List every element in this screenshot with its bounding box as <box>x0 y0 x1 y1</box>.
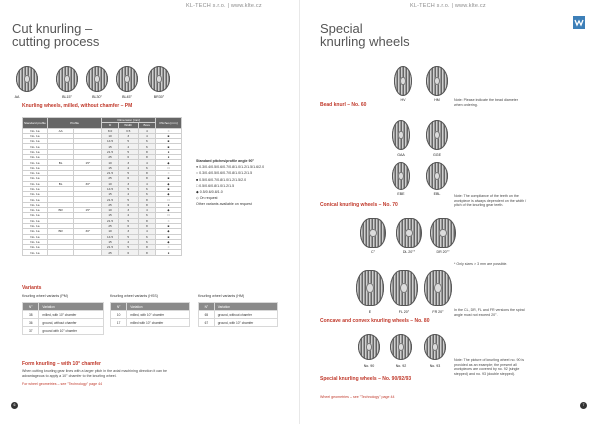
vt-head: N° <box>111 303 127 311</box>
table-cell: 8.0 <box>102 128 118 133</box>
title-line-1: Special <box>320 21 363 36</box>
special-link[interactable]: Wheel geometries – see "Technology" page 44 <box>320 395 395 399</box>
wheel-label: HM <box>434 98 440 102</box>
legend-item: Other variants available on request <box>196 202 252 207</box>
table-cell: 8 <box>138 170 155 175</box>
table-cell: 10 <box>102 181 118 186</box>
pitch-symbol: ■ <box>156 133 182 138</box>
table-cell: 8 <box>138 149 155 154</box>
wheel-image-e <box>356 270 384 306</box>
table-cell: 21.5 <box>102 170 118 175</box>
col-header-pitches: Pitches [mm] <box>156 118 182 129</box>
wheel-label: DL 20°° <box>402 250 416 254</box>
concave-title: Concave and convex knurling wheels – No. 80 <box>320 318 430 324</box>
table-cell: No. 1a <box>23 165 48 170</box>
pitch-symbol: □ <box>156 197 182 202</box>
legend-item: ● 0.3/0.4/0.5/0.6/0.7/0.8/1.0/1.2/1.5/1.6/2.0 <box>196 165 265 170</box>
col-header-width: Width <box>118 123 138 128</box>
table-cell: No. 1a <box>23 197 48 202</box>
table-cell: 6 <box>138 192 155 197</box>
table-cell: 6 <box>138 213 155 218</box>
table-cell: 25 <box>102 155 118 160</box>
table-cell: 3 <box>118 229 138 234</box>
brand-logo <box>573 16 585 29</box>
table-cell: No. 1a <box>23 181 48 186</box>
legend-title: Standard pitches/profile angle 90° <box>196 159 254 163</box>
table-cell: 15 <box>102 144 118 149</box>
pitch-symbol: ◆ <box>156 208 182 213</box>
vt-cell: milled, with 10° chamfer <box>127 311 190 319</box>
table-cell: BL <box>47 160 74 165</box>
pitch-symbol: ■ <box>156 139 182 144</box>
table-cell: 5 <box>118 245 138 250</box>
pitch-symbol: ◆ <box>156 192 182 197</box>
pitch-symbol: ■ <box>156 234 182 239</box>
pitch-symbol: ◆ <box>156 239 182 244</box>
table-cell: 6 <box>118 223 138 228</box>
legend-item: ■ 0.5/0.6/0.7/0.8/1.0/1.2/1.5/2.0 <box>196 177 247 182</box>
table-cell: No. 1a <box>23 250 48 255</box>
wheel-image-ebe <box>392 162 410 190</box>
title-line-2: knurling wheels <box>320 34 410 49</box>
table-cell: 14.5 <box>102 234 118 239</box>
table-cell: 4 <box>118 213 138 218</box>
wheel-image-bl15 <box>56 66 78 92</box>
table-cell: 8 <box>138 197 155 202</box>
table-cell: 21.5 <box>102 197 118 202</box>
table-cell: 6 <box>138 234 155 239</box>
table-cell: 15 <box>102 213 118 218</box>
table-cell: No. 1a <box>23 245 48 250</box>
table-cell: No. 1a <box>23 229 48 234</box>
table-cell: No. 1a <box>23 213 48 218</box>
table-cell: 21.5 <box>102 149 118 154</box>
wheel-image-dl20 <box>396 218 422 248</box>
table-cell: 4 <box>138 160 155 165</box>
table-cell: No. 1a <box>23 133 48 138</box>
variant-table-pm <box>22 302 104 335</box>
table-cell: No. 1a <box>23 160 48 165</box>
table-cell: 8 <box>138 202 155 207</box>
variant-table-label: Knurling wheel variants (HM) <box>198 294 245 298</box>
right-page <box>300 0 600 424</box>
special-title: Special knurling wheels – No. 90/92/93 <box>320 376 412 382</box>
pitch-symbol: ● <box>156 155 182 160</box>
wheel-image-no93 <box>424 334 446 360</box>
table-cell: No. 1a <box>23 155 48 160</box>
wheel-image-ebl <box>426 162 448 190</box>
page-header: KL-TECH s.r.o. | www.klte.cz <box>186 3 262 9</box>
table-cell: 5 <box>118 197 138 202</box>
wheel-image-c <box>360 218 386 248</box>
pitch-symbol: ■ <box>156 186 182 191</box>
pitch-symbol: □ <box>156 165 182 170</box>
variant-table-label: Knurling wheel variants (HSS) <box>110 294 158 298</box>
pitch-symbol: ■ <box>156 223 182 228</box>
table-cell: 5 <box>118 139 138 144</box>
table-cell: 10 <box>102 133 118 138</box>
conical-title: Conical knurling wheels – No. 70 <box>320 202 398 208</box>
table-cell: 6 <box>138 139 155 144</box>
vt-head: Variation <box>127 303 190 311</box>
table-cell: 4 <box>118 239 138 244</box>
special-note: Note: The picture of knurling wheel no. 90 is provided as an example; the present all workpieces are covered by no. 92 (single stepped) and no. 93 (double stepped). <box>454 358 525 376</box>
vt-cell: 38 <box>23 311 39 319</box>
table-cell: 4 <box>118 165 138 170</box>
form-knurling-link[interactable]: For wheel geometries – see "Technology" page 44 <box>22 382 103 386</box>
wheel-image-fl20 <box>390 270 418 306</box>
wheel-image-hv <box>394 66 412 96</box>
wheel-image-bl30 <box>86 66 108 92</box>
table-cell: No. 1a <box>23 144 48 149</box>
table-cell: 6 <box>118 250 138 255</box>
table-cell: No. 1a <box>23 128 48 133</box>
pitch-symbol: ■ <box>156 176 182 181</box>
wheel-label: HV <box>400 98 406 102</box>
wheel-image-aa <box>16 66 38 92</box>
page-header: KL-TECH s.r.o. | www.klte.cz <box>410 3 486 9</box>
vt-cell: ground, without chamfer <box>214 311 277 319</box>
conical-note: Note: The compliance of the teeth on the workpiece is always dependent on the width / pitch of the knurling gear teeth. <box>454 194 527 208</box>
table-cell: 3.5 <box>118 128 138 133</box>
table-cell: 5 <box>118 186 138 191</box>
table-cell: 4 <box>118 144 138 149</box>
wheel-label: EBL <box>433 192 441 196</box>
pitch-symbol: □ <box>156 213 182 218</box>
wheel-label: EBE <box>397 192 405 196</box>
table-cell: 25 <box>102 176 118 181</box>
pitch-symbol: ○ <box>156 218 182 223</box>
table-cell: 15 <box>102 165 118 170</box>
wheel-image-no92 <box>390 334 412 360</box>
wheel-label: DR 20°° <box>436 250 450 254</box>
vt-cell: ground, without chamfer <box>39 319 104 327</box>
table-cell: 4 <box>138 208 155 213</box>
col-header-d: D <box>102 123 118 128</box>
table-cell: 21.5 <box>102 245 118 250</box>
vt-cell: 65 <box>199 311 215 319</box>
table-cell: 3 <box>118 181 138 186</box>
table-cell: No. 1a <box>23 176 48 181</box>
table-cell: 5 <box>118 149 138 154</box>
table-cell: 25 <box>102 223 118 228</box>
table-cell: 14.5 <box>102 186 118 191</box>
form-knurling-title: Form knurling – with 10° chamfer <box>22 361 101 367</box>
wheel-label: AA <box>14 95 20 99</box>
pitch-symbol: ■ <box>156 144 182 149</box>
legend-item: ○ 0.3/0.4/0.5/0.6/0.7/0.8/1.0/1.2/1.5 <box>196 171 253 176</box>
table-cell: 10 <box>102 208 118 213</box>
wheel-label: GAA <box>397 153 405 157</box>
table-cell: 14.5 <box>102 139 118 144</box>
table-cell: BR <box>47 229 74 234</box>
table-cell: 6 <box>118 155 138 160</box>
table-cell: No. 1a <box>23 223 48 228</box>
table-cell: No. 1a <box>23 202 48 207</box>
table-cell: 8 <box>138 223 155 228</box>
table-cell: No. 1a <box>23 192 48 197</box>
table-row <box>23 250 182 255</box>
table-cell: 4 <box>138 128 155 133</box>
concave-note: In the CL, DR, FL and FR versions the spiral angle must not exceed 20°. <box>454 308 525 317</box>
bead-knurl-note: Note: Please indicate the bead diameter when ordering. <box>454 98 518 107</box>
wheel-label: FL 20° <box>398 310 410 314</box>
vt-head: N° <box>199 303 215 311</box>
pitch-symbol: ● <box>156 250 182 255</box>
table-cell: 8 <box>138 155 155 160</box>
variant-table-hss <box>110 302 190 327</box>
col-header-standard: Standard profile <box>23 118 48 129</box>
variant-table-hm <box>198 302 278 327</box>
vt-cell: milled with 10° chamfer <box>127 319 190 327</box>
wheel-image-fr20 <box>424 270 452 306</box>
bead-knurl-title: Bead knurl – No. 60 <box>320 102 367 108</box>
table-cell: 15° <box>74 208 102 213</box>
page-number: 6 <box>11 402 18 409</box>
table-cell: 8 <box>138 218 155 223</box>
table-cell: 4 <box>138 229 155 234</box>
vt-cell: 36 <box>23 319 39 327</box>
vt-head: N° <box>23 303 39 311</box>
wheel-label: GGE <box>433 153 441 157</box>
wheel-label: BL15° <box>62 95 72 99</box>
wheel-label: BR30° <box>153 95 165 99</box>
table-cell <box>47 250 74 255</box>
table-cell: 30° <box>74 229 102 234</box>
page-number: 7 <box>580 402 587 409</box>
table-cell <box>74 250 102 255</box>
table-cell: 21.5 <box>102 218 118 223</box>
pitch-symbol: ● <box>156 149 182 154</box>
table-cell: 25 <box>102 202 118 207</box>
page-title <box>12 22 99 48</box>
pitch-symbol: ◆ <box>156 181 182 186</box>
table-cell: 6 <box>138 186 155 191</box>
pitch-legend <box>196 158 264 208</box>
vt-cell: milled, with 10° chamfer <box>39 311 104 319</box>
page-title <box>320 22 410 48</box>
pitch-symbol: ○ <box>156 128 182 133</box>
wheel-image-gge <box>426 120 448 150</box>
wheel-label: BL45° <box>122 95 132 99</box>
vt-cell: 17 <box>111 319 127 327</box>
wheel-label: E <box>368 310 372 314</box>
table-cell: No. 1a <box>23 218 48 223</box>
wheel-label: FR 20° <box>432 310 444 314</box>
wheel-label: BL30° <box>92 95 102 99</box>
legend-item: ◆ 0.5/0.6/0.8/1.0 <box>196 189 223 194</box>
table-cell: No. 1a <box>23 186 48 191</box>
table-cell: 30° <box>74 181 102 186</box>
table-cell: 6 <box>118 202 138 207</box>
table-cell: BR <box>47 208 74 213</box>
pitch-symbol: ◆ <box>156 160 182 165</box>
wheel-image-bl45 <box>116 66 138 92</box>
table-cell: 5 <box>118 218 138 223</box>
vt-cell: 10 <box>111 311 127 319</box>
wheel-image-no90 <box>358 334 380 360</box>
table-cell: No. 1a <box>23 170 48 175</box>
table-cell: 5 <box>118 234 138 239</box>
table-cell: 15° <box>74 160 102 165</box>
legend-item: □ 0.5/0.6/0.8/1.0/1.2/1.5 <box>196 183 235 188</box>
table-cell: 15 <box>102 192 118 197</box>
col-header-dimension: Dimension [mm] <box>102 118 156 123</box>
vt-cell: ground, with 10° chamfer <box>214 319 277 327</box>
table-cell: 10 <box>102 160 118 165</box>
table-cell: 25 <box>102 250 118 255</box>
pitch-symbol: ● <box>156 202 182 207</box>
vt-cell: 67 <box>199 319 215 327</box>
spec-table-body <box>23 128 182 255</box>
wheel-image-gaa <box>392 120 410 150</box>
table-cell: 10 <box>102 229 118 234</box>
pitch-symbol: ○ <box>156 245 182 250</box>
table-title: Knurling wheels, milled, without chamfer – PM <box>22 103 133 109</box>
variants-title: Variants <box>22 285 42 291</box>
table-cell: 8 <box>138 176 155 181</box>
table-cell: No. 1a <box>23 139 48 144</box>
table-cell: 6 <box>138 165 155 170</box>
table-cell: 4 <box>138 133 155 138</box>
wheel-label: No. 93 <box>429 364 441 368</box>
table-cell: 4 <box>138 181 155 186</box>
table-cell: BL <box>47 181 74 186</box>
brand-logo-icon <box>573 16 585 29</box>
col-header-bore: Bore <box>138 123 155 128</box>
table-cell: No. 1a <box>23 149 48 154</box>
table-cell: 3 <box>118 208 138 213</box>
table-cell: 3 <box>118 133 138 138</box>
form-knurling-text: When cutting knurling gear lines with a larger pitch in the axial machining direction it can be advantageous to apply a 10° chamfer to the knurling wheel. <box>22 369 168 378</box>
wheel-label: No. 92 <box>395 364 407 368</box>
pitch-symbol: ○ <box>156 170 182 175</box>
vt-head: Variation <box>39 303 104 311</box>
vt-cell: 37 <box>23 327 39 335</box>
table-cell: 3 <box>118 160 138 165</box>
table-cell: 6 <box>118 176 138 181</box>
table-cell: No. 1a <box>23 208 48 213</box>
table-cell: No. 1a <box>23 239 48 244</box>
vt-cell: ground with 10° chamfer <box>39 327 104 335</box>
table-cell: 8 <box>138 250 155 255</box>
variant-table-label: Knurling wheel variants (PM) <box>22 294 68 298</box>
conical-subnote: * Only sizes > 3 mm are possible. <box>454 262 508 266</box>
wheel-image-dr20 <box>430 218 456 248</box>
table-cell: 6 <box>138 144 155 149</box>
wheel-label: C° <box>370 250 376 254</box>
table-cell: 6 <box>138 239 155 244</box>
spec-table <box>22 117 182 256</box>
pitch-symbol: ◆ <box>156 229 182 234</box>
legend-item: ◇ On request <box>196 196 218 201</box>
vt-head: Variation <box>214 303 277 311</box>
table-cell: No. 1a <box>23 234 48 239</box>
table-cell: 8 <box>138 245 155 250</box>
wheel-image-br30 <box>148 66 170 92</box>
table-cell: AA <box>47 128 74 133</box>
title-line-2: cutting process <box>12 34 100 49</box>
table-cell: 5 <box>118 170 138 175</box>
wheel-label: No. 90 <box>363 364 375 368</box>
table-cell: 4 <box>118 192 138 197</box>
wheel-image-hm <box>426 66 448 96</box>
col-header-profile: Profile <box>47 118 102 129</box>
table-cell: 15 <box>102 239 118 244</box>
title-line-1: Cut knurling – <box>12 21 93 36</box>
